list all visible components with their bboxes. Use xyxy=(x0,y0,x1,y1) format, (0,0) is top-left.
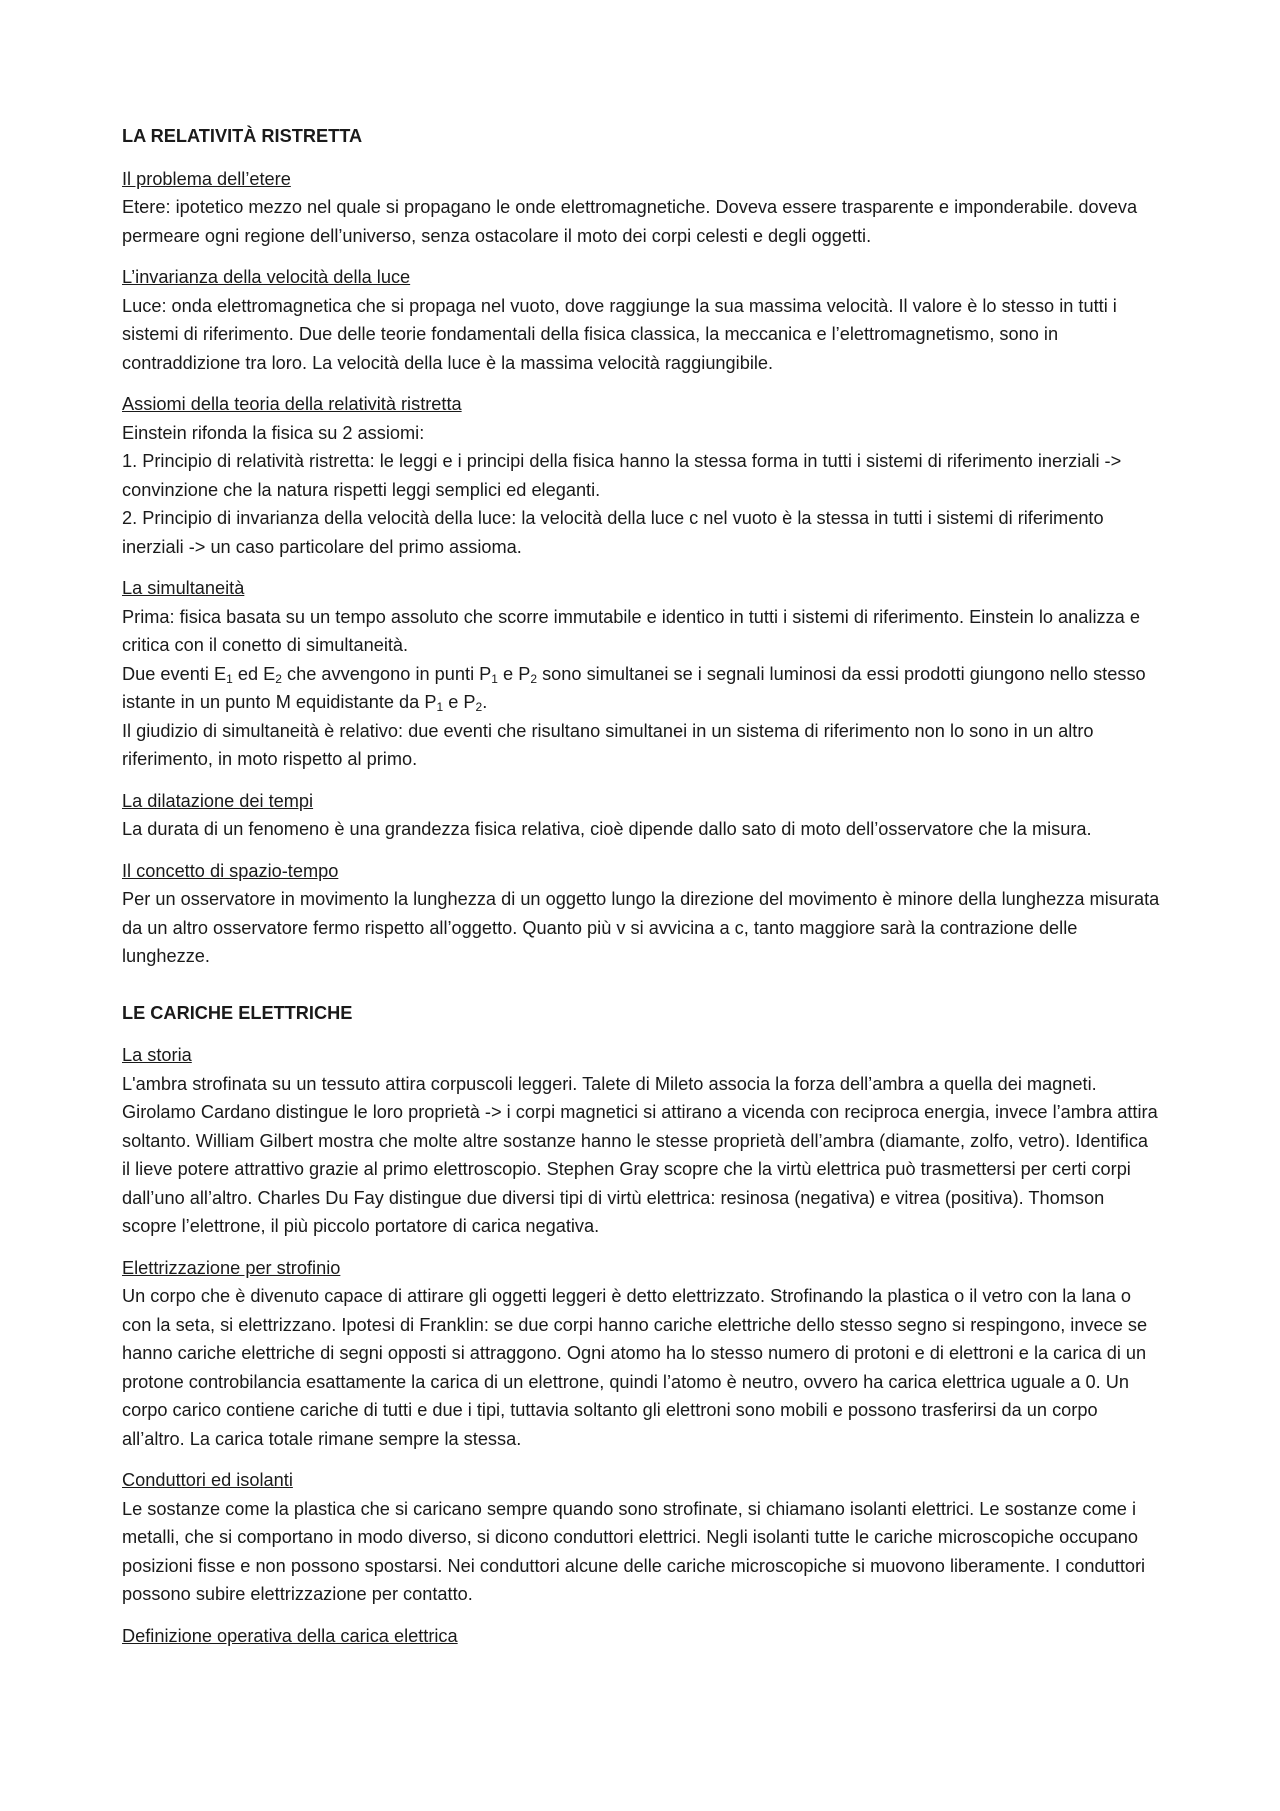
chapter-title-relativita: LA RELATIVITÀ RISTRETTA xyxy=(122,126,363,146)
section-paragraph: Etere: ipotetico mezzo nel quale si propagano le onde elettromagnetiche. Doveva essere trasparente e imponderabile. doveva permeare ogni regione dell’universo, senza ostacolare il moto dei corpi celesti e degli oggetti. xyxy=(122,197,1138,246)
text-run: ed E xyxy=(232,663,276,684)
section-heading: Il problema dell’etere xyxy=(122,168,291,189)
section-invarianza-luce xyxy=(122,263,1160,377)
section-heading: La dilatazione dei tempi xyxy=(122,790,314,811)
section-heading: Definizione operativa della carica elettrica xyxy=(122,1625,458,1646)
section-assiomi xyxy=(122,390,1160,561)
section-paragraph: Luce: onda elettromagnetica che si propaga nel vuoto, dove raggiunge la sua massima velocità. Il valore è lo stesso in tutti i sistemi di riferimento. Due delle teorie fondamentali della fisica classica, la meccanica e l’elettromagnetismo, sono in contraddizione tra loro. La velocità della luce è la massima velocità raggiungibile. xyxy=(122,295,1117,373)
section-paragraph: Per un osservatore in movimento la lunghezza di un oggetto lungo la direzione del movimento è minore della lunghezza misurata da un altro osservatore fermo rispetto all’oggetto. Quanto più v si avvicina a c, tanto maggiore sarà la contrazione delle lunghezze. xyxy=(122,889,1160,966)
section-spazio-tempo xyxy=(122,857,1160,971)
text-run: sono simultanei se i segnali luminosi da essi prodotti giungono nello stesso istante in un punto M equidistante da P xyxy=(122,663,1146,712)
subscript: 1 xyxy=(226,671,233,686)
section-paragraph: Le sostanze come la plastica che si caricano sempre quando sono strofinate, si chiamano isolanti elettrici. Le sostanze come i metalli, che si comportano in modo diverso, si dicono conduttori elettrici. Negli isolanti tutte le cariche microscopiche occupano posizioni fisse e non possono spostarsi. Nei conduttori alcune delle cariche microscopiche si muovono liberamente. I conduttori possono subire elettrizzazione per contatto. xyxy=(122,1498,1146,1604)
text-run: e P xyxy=(443,692,476,712)
events-paragraph xyxy=(122,660,1160,717)
section-paragraph: La durata di un fenomeno è una grandezza fisica relativa, cioè dipende dallo sato di moto dell’osservatore che la misura. xyxy=(122,819,1092,839)
section-dilatazione-tempi xyxy=(122,787,1160,844)
section-heading: La simultaneità xyxy=(122,578,245,598)
section-simultaneita xyxy=(122,574,1160,774)
section-paragraph: Il giudizio di simultaneità è relativo: due eventi che risultano simultanei in un sistema di riferimento non lo sono in un altro riferimento, in moto rispetto al primo. xyxy=(122,720,1094,769)
text-run: che avvengono in punti P xyxy=(281,663,492,684)
text-run: . xyxy=(482,692,488,712)
subscript: 2 xyxy=(530,671,538,686)
subscript: 2 xyxy=(475,700,483,714)
section-heading: Assiomi della teoria della relatività ristretta xyxy=(122,394,462,414)
section-problema-etere xyxy=(122,165,1160,251)
section-definizione-carica xyxy=(122,1622,1160,1651)
text-run: e P xyxy=(497,663,531,684)
section-heading: L’invarianza della velocità della luce xyxy=(122,267,411,287)
section-heading: Il concetto di spazio-tempo xyxy=(122,860,339,881)
axiom-item-2: 2. Principio di invarianza della velocità della luce: la velocità della luce c nel vuoto è la stessa in tutti i sistemi di riferimento inerziali -> un caso particolare del primo assioma. xyxy=(122,508,1104,557)
chapter-title-cariche: LE CARICHE ELETTRICHE xyxy=(122,1002,353,1023)
section-paragraph: L'ambra strofinata su un tessuto attira corpuscoli leggeri. Talete di Mileto associa la forza dell’ambra a quella dei magneti. Girolamo Cardano distingue le loro proprietà -> i corpi magnetici si attirano a vicenda con reciproca energia, invece l’ambra attira soltanto. William Gilbert mostra che molte altre sostanze hanno le stesse proprietà dell’ambra (diamante, zolfo, vetro). Identifica il lieve potere attrattivo grazie al primo elettroscopio. Stephen Gray scopre che la virtù elettrica può trasmettersi per certi corpi dall’uno all’altro. Charles Du Fay distingue due diversi tipi di virtù elettrica: resinosa (negativa) e vitrea (positiva). Thomson scopre l’elettrone, il più piccolo portatore di carica negativa. xyxy=(122,1073,1158,1236)
section-elettrizzazione xyxy=(122,1254,1160,1454)
section-paragraph: Einstein rifonda la fisica su 2 assiomi: xyxy=(122,422,425,443)
section-heading: Conduttori ed isolanti xyxy=(122,1470,293,1490)
subscript: 1 xyxy=(436,700,444,714)
subscript: 1 xyxy=(491,671,498,686)
section-heading: Elettrizzazione per strofinio xyxy=(122,1257,341,1278)
section-conduttori-isolanti xyxy=(122,1466,1160,1609)
subscript: 2 xyxy=(275,671,282,686)
section-paragraph: Prima: fisica basata su un tempo assoluto che scorre immutabile e identico in tutti i sistemi di riferimento. Einstein lo analizza e critica con il conetto di simultaneità. xyxy=(122,606,1140,655)
section-storia xyxy=(122,1041,1160,1241)
text-run: Due eventi E xyxy=(122,663,227,684)
section-heading: La storia xyxy=(122,1045,192,1065)
section-paragraph: Un corpo che è divenuto capace di attirare gli oggetti leggeri è detto elettrizzato. Strofinando la plastica o il vetro con la lana o con la seta, si elettrizzano. Ipotesi di Franklin: se due corpi hanno cariche elettriche dello stesso segno si respingono, invece se hanno cariche elettriche di segni opposti si attraggono. Ogni atomo ha lo stesso numero di protoni e di elettroni e la carica di un protone controbilancia esattamente la carica di un elettrone, quindi l’atomo è neutro, ovvero ha carica elettrica uguale a 0. Un corpo carico contiene cariche di tutti e due i tipi, tuttavia soltanto gli elettroni sono mobili e possono trasferirsi da un corpo all’altro. La carica totale rimane sempre la stessa. xyxy=(122,1286,1148,1449)
axiom-item-1: 1. Principio di relatività ristretta: le leggi e i principi della fisica hanno la stessa forma in tutti i sistemi di riferimento inerziali -> convinzione che la natura rispetti leggi semplici ed eleganti. xyxy=(122,451,1122,500)
